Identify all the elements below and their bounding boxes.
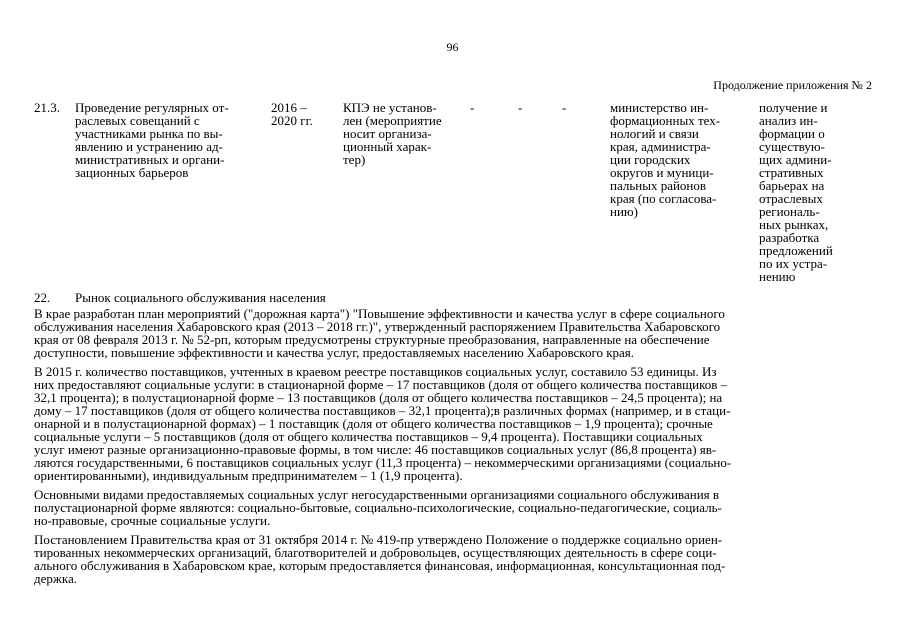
- continuation-note: Продолжение приложения № 2: [713, 78, 872, 92]
- table-row: [34, 101, 874, 291]
- section-number: 22.: [34, 290, 51, 305]
- value-cell-3: -: [562, 100, 567, 115]
- paragraph: Постановлением Правительства края от 31 октября 2014 г. № 419-пр утверждено Положение о поддержке социально ориен- тированных некоммерческих организаций, благотворителей и добровольцев, осуществляющих деятельность в сфере соци- ального обслуживания в Хабаровском крае, которым предоставляется финансовая, информационная, консультационная под- держка.: [34, 532, 726, 586]
- expected-result-cell: получение и анализ ин- формации о существую- щих админи- стративных барьерах на отраслевых региональ- ных рынках, разработка предложений по их устра- нению: [759, 100, 833, 284]
- body-text: [34, 307, 874, 591]
- paragraph: Основными видами предоставляемых социальных услуг негосударственными организациями социального обслуживания в полустационарной форме являются: социально-бытовые, социально-психологические, социально-педагогические, социаль- но-правовые, срочные социальные услуги.: [34, 487, 722, 528]
- value-cell-2: -: [518, 100, 523, 115]
- section-heading: [34, 291, 326, 304]
- page-number: 96: [446, 40, 459, 54]
- kpi-cell: КПЭ не установ- лен (мероприятие носит организа- ционный харак- тер): [343, 100, 442, 167]
- row-number: 21.3.: [34, 100, 60, 115]
- measure-title: Проведение регулярных от- раслевых совещаний с участниками рынка по вы- явлению и устранению ад- министративных и органи- зационных барьеров: [75, 100, 229, 180]
- paragraph: В 2015 г. количество поставщиков, учтенных в краевом реестре поставщиков социальных услуг, составило 53 единицы. Из них предоставляют социальные услуги: в стационарной форме – 17 поставщиков (доля от общего количества поставщиков – 32,1 процента); в полустационарной форме – 13 поставщиков (доля от общего количества поставщиков – 24,5 процента); на дому – 17 поставщиков (доля от общего количества поставщиков – 32,1 процента);в различных формах (например, и в стаци- онарной и в полустационарной формах) – 1 поставщик (доля от общего количества поставщиков – 1,9 процента); срочные социальные услуги – 5 поставщиков (доля от общего количества поставщиков – 9,4 процента). Поставщики социальных услуг имеют разные организационно-правовые формы, в том числе: 46 поставщиков социальных услуг (86,8 процента) яв- ляются государственными, 6 поставщиков социальных услуг (11,3 процента) – некоммерческими организациями (социально- ориентированными), индивидуальным предпринимателем – 1 (1,9 процента).: [34, 364, 732, 483]
- value-cell-1: -: [470, 100, 475, 115]
- responsible-cell: министерство ин- формационных тех- нологий и связи края, администра- ции городских округов и муници- пальных районов края (по согласова- нию): [610, 100, 721, 219]
- implementation-period: 2016 – 2020 гг.: [271, 100, 313, 128]
- section-title: Рынок социального обслуживания населения: [75, 290, 326, 305]
- paragraph: В крае разработан план мероприятий ("дорожная карта") "Повышение эффективности и качества услуг в сфере социального обслуживания населения Хабаровского края (2013 – 2018 гг.)", утвержденный распоряжением Правительства Хабаровского края от 08 февраля 2013 г. № 52-рп, которым предусмотрены структурные преобразования, направленные на обеспечение доступности, повышение эффективности и качества услуг, предоставляемых населению Хабаровского края.: [34, 306, 725, 360]
